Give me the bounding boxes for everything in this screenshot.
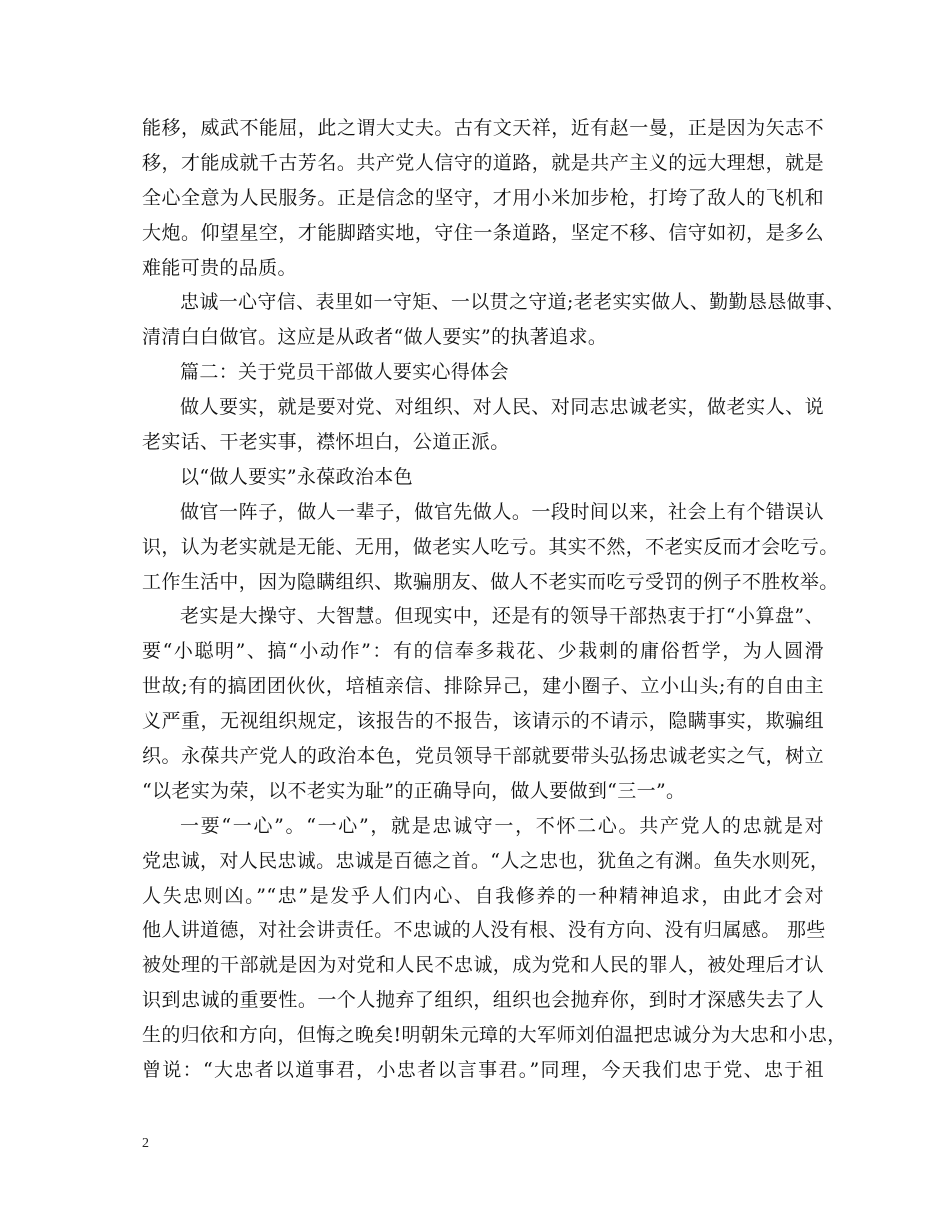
text-line-5: 难能可贵的品质。 — [142, 256, 297, 279]
section-heading: 篇二：关于党员干部做人要实心得体会 — [180, 361, 509, 384]
subheading: 以“做人要实”永葆政治本色 — [180, 465, 413, 488]
text-line-14: 工作生活中，因为隐瞒组织、欺骗朋友、做人不老实而吃亏受罚的例子不胜枚举。 — [142, 570, 839, 593]
text-line-24: 他人讲道德，对社会讲责任。不忠诚的人没有根、没有方向、没有归属感。 那些 — [142, 919, 826, 942]
page-number: 2 — [142, 1136, 149, 1151]
text-line-10: 老实话、干老实事，襟怀坦白，公道正派。 — [142, 431, 510, 454]
text-line-19: 织。永葆共产党人的政治本色，党员领导干部就要带头弘扬忠诚老实之气，树立 — [142, 745, 824, 768]
document-body — [142, 111, 847, 1088]
text-line-13: 识，认为老实就是无能、无用，做老实人吃亏。其实不然，不老实反而才会吃亏。 — [142, 535, 839, 558]
text-line-28: 曾说：“大忠者以道事君，小忠者以言事君。”同理，今天我们忠于党、忠于祖 — [142, 1059, 824, 1082]
text-line-6: 忠诚一心守信、表里如一守矩、一以贯之守道;老老实实做人、勤勤恳恳做事、 — [180, 291, 845, 314]
text-line-18: 义严重，无视组织规定，该报告的不报告，该请示的不请示，隐瞒事实，欺骗组 — [142, 710, 824, 733]
text-line-12: 做官一阵子，做人一辈子，做官先做人。一段时间以来，社会上有个错误认 — [180, 500, 824, 523]
text-line-22: 党忠诚，对人民忠诚。忠诚是百德之首。“人之忠也，犹鱼之有渊。鱼失水则死， — [142, 849, 830, 872]
text-line-26: 识到忠诚的重要性。一个人抛弃了组织，组织也会抛弃你，到时才深感失去了人 — [142, 989, 824, 1012]
text-line-25: 被处理的干部就是因为对党和人民不忠诚，成为党和人民的罪人，被处理后才认 — [142, 954, 824, 977]
text-line-21: 一要“一心”。“一心”，就是忠诚守一，不怀二心。共产党人的忠就是对 — [180, 814, 824, 837]
text-line-17: 世故;有的搞团团伙伙，培植亲信、排除异己，建小圈子、立小山头;有的自由主 — [142, 675, 824, 698]
text-line-1: 能移，威武不能屈，此之谓大丈夫。古有文天祥，近有赵一曼，正是因为矢志不 — [142, 117, 824, 139]
text-line-27: 生的归依和方向，但悔之晚矣!明朝朱元璋的大军师刘伯温把忠诚分为大忠和小忠， — [142, 1024, 847, 1047]
text-line-9: 做人要实，就是要对党、对组织、对人民、对同志忠诚老实，做老实人、说 — [180, 396, 824, 419]
text-line-7: 清清白白做官。这应是从政者“做人要实”的执著追求。 — [142, 326, 608, 349]
text-line-2: 移，才能成就千古芳名。共产党人信守的道路，就是共产主义的远大理想，就是 — [142, 151, 824, 174]
text-line-23: 人失忠则凶。”“忠”是发乎人们内心、自我修养的一种精神追求，由此才会对 — [142, 884, 824, 907]
text-line-4: 大炮。仰望星空，才能脚踏实地，守住一条道路，坚定不移、信守如初，是多么 — [142, 221, 824, 244]
text-line-3: 全心全意为人民服务。正是信念的坚守，才用小米加步枪，打垮了敌人的飞机和 — [142, 186, 824, 209]
text-line-20: “以老实为荣，以不老实为耻”的正确导向，做人要做到“三一”。 — [142, 779, 686, 802]
text-line-15: 老实是大操守、大智慧。但现实中，还是有的领导干部热衷于打“小算盘”、 — [180, 605, 824, 628]
text-line-16: 要“小聪明”、搞“小动作”：有的信奉多栽花、少栽刺的庸俗哲学，为人圆滑 — [142, 640, 824, 663]
